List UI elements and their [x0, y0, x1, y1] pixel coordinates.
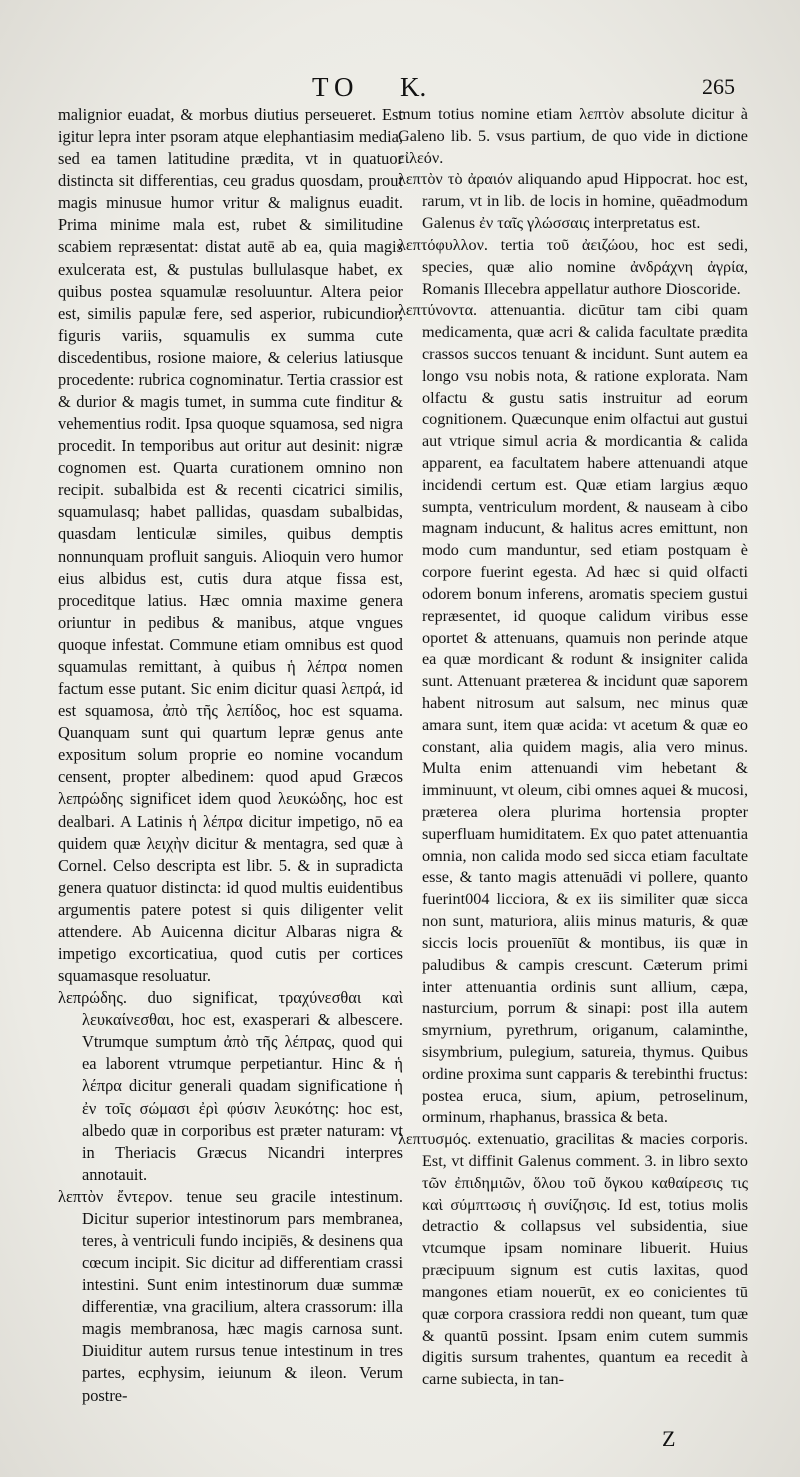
running-header: [0, 72, 800, 106]
left-column: [58, 104, 403, 1407]
left-paragraph-1: malignior euadat, & morbus diutius perseueret. Est igitur lepra inter psoram atque elephantiasim media, sed ea tamen latitudine prædita, vt in quatuor distincta sit differentias, ceu gradus quosdam, prout magis minusue humor vritur & malignus euadit. Prima minime mala est, rubet & similitudine scabiem repræsentat: distat autē ab ea, quia magis exulcerata est, & pustulas bullulasque habet, ex quibus postea squamulæ resoluuntur. Altera peior est, similis papulæ fere, sed asperior, rubicundior, figuris variis, squamulis ex summa cute discedentibus, rosione maiore, & celerius latiusque procedente: rubrica cognominatur. Tertia crassior est & durior & magis tumet, in summa cute finditur & vehementius rodit. Ipsa quoque squamosa, sed nigra procedit. In temporibus aut oritur aut desinit: nigræ cognomen est. Quarta curationem omnino non recipit. subalbida est & recenti cicatrici similis, squamulasq; habet pallidas, quasdam subalbidas, quasdam lenticulæ similes, quibus demptis nonnunquam profluit sanguis. Alioquin vero humor eius albidus est, cutis dura atque fissa est, proceditque latius. Hæc omnia maxime genera oriuntur in pedibus & manibus, atque vngues quoque infestat. Commune etiam omnibus est quod squamulas remittant, à quibus ἡ λέπρα nomen factum esse putant. Sic enim dicitur quasi λεπρά, id est squamosa, ἀπὸ τῆς λεπίδος, hoc est squama. Quanquam sunt qui quartum lepræ genus ante expositum solum proprie eo nomine vocandum censent, propter albedinem: quod apud Græcos λεπρώδης significet idem quod λευκώδης, hoc est dealbari. A Latinis ἡ λέπρα dicitur impetigo, nō ea quidem quæ λειχὴν dicitur & mentagra, sed quæ à Cornel. Celso descripta est libr. 5. & in supradicta genera quatuor distincta: id quod multis euidentibus argumentis patere potest si quis diligenter velit attendere. Ab Auicenna dicitur Albaras nigra & impetigo excorticatiua, quod cutis per cortices squamasque resoluatur.: [58, 105, 403, 986]
right-paragraph-1: mum totius nomine etiam λεπτὸν absolute dicitur à Galeno lib. 5. vsus partium, de quo vide in dictione εἰλεόν.: [398, 105, 748, 167]
left-entry-leprodes: λεπρώδης. duo significat, τραχύνεσθαι καὶ λευκαίνεσθαι, hoc est, exasperari & albescere. Vtrumque sumptum ἀπὸ τῆς λέπρας, quod qui ea laborent vtrumque perpetiantur. Hinc & ἡ λέπρα dicitur generali quadam significatione ἡ ἐν τοῖς σώμασι ἐρὶ φύσιν λευκότης: hoc est, albedo quæ in corporibus est præter naturam: vt in Theriacis Græcus Nicandri interpres annotauit.: [58, 988, 403, 1184]
page-number: 265: [702, 74, 735, 99]
header-left: TO: [312, 72, 360, 102]
right-entry-leptynonta: λεπτύνοντα. attenuantia. dicūtur tam cibi quam medicamenta, quæ acri & calida facultate prædita crassos succos tenuant & incidunt. Sunt autem ea longo vsu nobis nota, & ratione explorata. Nam olfactu & gustu satis instruitur ad eorum cognitionem. Quæcunque enim olfactui aut gustui aut vtrique simul acria & mordicantia & calida apparent, ea facultatem habere attenuandi atque incidendi certum est. Quæ etiam largius æquo sumpta, ventriculum mordent, & nauseam à cibo magnam inducunt, & halitus acres emittunt, non modo cum manduntur, sed etiam postquam è corpore fuerint egesta. Ad hæc si quid olfacti odorem bonum inferens, aromatis speciem gustui repræsentet, id quoque calidum viribus esse oportet & attenuans, quamuis non perinde atque ea quæ mordicant & rodunt & insigniter calida sunt. Attenuant præterea & incidunt quæ saporem habent nitrosum aut salsum, nec minus quæ amara sunt, item quæ acida: vt acetum & quæ eo constant, alia quidem magis, alia vero minus. Multa enim attenuandi vim hebetant & imminuunt, vt oleum, cibi omnes aquei & mucosi, præterea olera plurima hortensia propter superfluam humiditatem. Ex quo patet attenuantia omnia, non calida modo sed sicca etiam facultate esse, & tanto magis attenuādi vi pollere, quanto fuerint004 licciora, & ex iis similiter quæ sicca non sunt, maturiora, aliis minus maturis, & quæ siccis locis prouenīūt & montibus, iis quæ in paludibus & campis crescunt. Cæterum primi inter attenuantia ordinis sunt allium, cæpa, nasturcium, porrum & sinapi: post illa autem smyrnium, pyrethrum, origanum, calaminthe, sisymbrium, pulegium, satureia, thymus. Quibus ordine proxima sunt capparis & terebinthi fructus: postea eruca, sium, apium, petroselinum, orminum, rhaphanus, brassica & beta.: [398, 301, 748, 1127]
left-entry-lepton-enteron: λεπτὸν ἔντερον. tenue seu gracile intestinum. Dicitur superior intestinorum pars membranea, teres, à ventriculi fundo incipiēs, & desinens qua cœcum incipit. Sic dicitur ad differentiam crassi intestini. Sunt enim intestinorum duæ summæ differentiæ, vna gracilium, altera crassorum: illa magis membranosa, hæc magis carnosa sunt. Diuiditur autem rursus tenue intestinum in tres partes, ecphysim, ieiunum & ileon. Verum postre-: [58, 1186, 403, 1405]
right-entry-lepton-araion: λεπτὸν τὸ ἀραιόν aliquando apud Hippocrat. hoc est, rarum, vt in lib. de locis in homine, quēadmodum Galenus ἐν ταῖς γλώσσαις interpretatus est.: [398, 170, 748, 233]
header-right: K.: [400, 72, 427, 102]
right-entry-leptophyllon: λεπτόφυλλον. tertia τοῦ ἀειζώου, hoc est sedi, species, quæ alio nomine ἀνδράχνη ἀγρία, Romanis Illecebra appellatur authore Dioscoride.: [398, 235, 748, 298]
catchword: Z: [662, 1426, 676, 1451]
right-entry-leptysmos: λεπτυσμός. extenuatio, gracilitas & macies corporis. Est, vt diffinit Galenus comment. 3. in libro sexto τῶν ἐπιδημιῶν, ὅλου τοῦ ὄγκου καθαίρεσις τις καὶ σύμπτωσις ἡ συνίζησις. Id est, totius molis detractio & collapsus vel subsidentia, siue vtcumque ipsam nominare libuerit. Huius præcipuum signum est cutis laxitas, quod mangones etiam nouerūt, ex eo conicientes tū quæ corpora crassiora reddi non queant, tum quæ & quantū possint. Ipsam enim cutem summis digitis sursum trahentes, quantum ea recedit à carne subiecta, in tan-: [398, 1130, 748, 1389]
right-column: [398, 104, 748, 1391]
